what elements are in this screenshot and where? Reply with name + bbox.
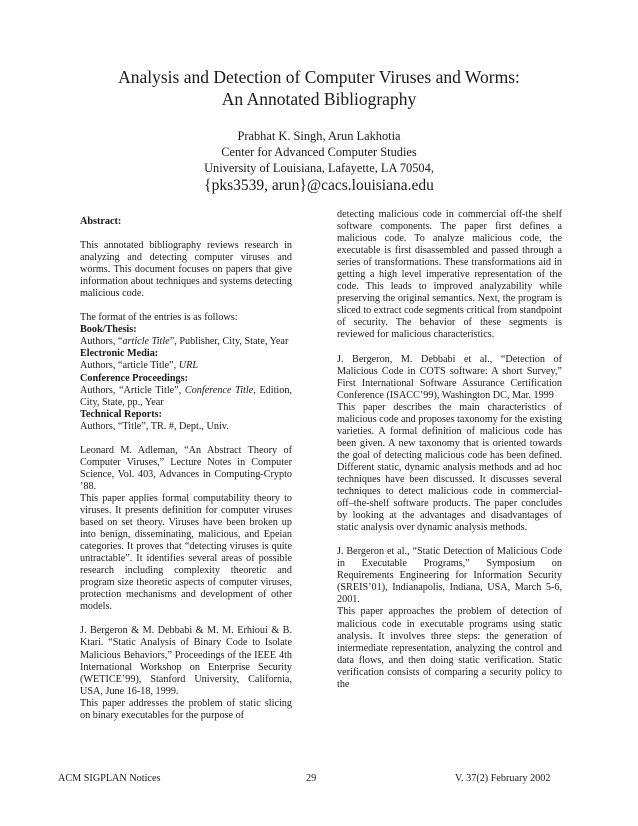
author-email: {pks3539, arun}@cacs.louisiana.edu bbox=[204, 177, 434, 194]
format-label-electronic: Electronic Media: bbox=[80, 348, 159, 360]
format-label-technical: Technical Reports: bbox=[80, 408, 162, 420]
entry-cots-summary: This paper describes the main characteristics of malicious code and proposes taxonomy for the existing varieties. A formal definition of malicious code has been given. A new taxonomy that is oriented towards the goal of detecting malicious code has been defined. Different static, dynamic analysis methods and ad hoc techniques have been discussed. It discusses several techniques to detect malicious code in commercial-off–the-shelf software products. The paper concludes by looking at the advantages and disadvantages of static analysis over dynamic analysis methods. bbox=[337, 401, 562, 534]
author-affiliation: Center for Advanced Computer Studies bbox=[221, 145, 417, 159]
title-line-1: Analysis and Detection of Computer Viruses and Worms: bbox=[118, 67, 520, 87]
paper-title bbox=[0, 66, 638, 110]
title-line-2: An Annotated Bibliography bbox=[221, 89, 417, 109]
format-desc-conference: Authors, “Article Title”, Conference Title, Edition, City, State, pp., Year bbox=[80, 384, 292, 408]
entry-executable-summary: This paper approaches the problem of detection of malicious code in executable programs using static analysis. It involves three steps: the generation of intermediate representation, analyzing the control and data flows, and then doing static verification. Static verification consists of comparing a security policy to the bbox=[337, 606, 562, 690]
entry-adleman-citation: Leonard M. Adleman, “An Abstract Theory of Computer Viruses,” Lecture Notes in Computer Science, Vol. 403, Advances in Computing-Crypto ’88. bbox=[80, 444, 292, 492]
entry-bergeron-static-citation: J. Bergeron & M. Debbabi & M. M. Erhioui & B. Ktari. “Static Analysis of Binary Code to Isolate Malicious Behaviors,” Proceedings of the IEEE 4th International Workshop on Enterprise Security (WETICE’99), Stanford University, California, USA, June 16-18, 1999. bbox=[80, 625, 292, 697]
format-desc-electronic: Authors, “article Title”, URL bbox=[80, 360, 198, 372]
author-university: University of Louisiana, Lafayette, LA 70504, bbox=[204, 161, 434, 175]
entry-bergeron-static-summary: This paper addresses the problem of static slicing on binary executables for the purpose of bbox=[80, 697, 292, 721]
format-desc-technical: Authors, “Title”, TR. #, Dept., Univ. bbox=[80, 420, 229, 432]
entry-adleman-summary: This paper applies formal computability theory to viruses. It presents definition for computer viruses based on set theory. Viruses have been broken up into benign, disseminating, malicious, and Epeian categories. It proves that “detecting viruses is quite untractable”. It identifies several areas of possible research including complexity theoretic and program size theoretic aspects of computer viruses, protection mechanisms and development of other models. bbox=[80, 492, 292, 613]
author-block bbox=[0, 128, 638, 176]
format-intro: The format of the entries is as follows: bbox=[80, 312, 238, 324]
abstract-heading: Abstract: bbox=[80, 216, 122, 227]
entry-cots-citation: J. Bergeron, M. Debbabi et al., “Detection of Malicious Code in COTS software: A short Survey,” First International Software Assurance Certification Conference (ISACC’99), Washington DC, Mar. 1999 bbox=[337, 353, 562, 401]
entry-executable-citation: J. Bergeron et al., “Static Detection of Malicious Code in Executable Programs,” Symposium on Requirements Engineering for Information Security (SREIS’01), Indianapolis, Indiana, USA, March 5-6, 2001. bbox=[337, 546, 562, 606]
format-label-book: Book/Thesis: bbox=[80, 324, 137, 336]
author-names: Prabhat K. Singh, Arun Lakhotia bbox=[237, 129, 401, 143]
format-label-conference: Conference Proceedings: bbox=[80, 372, 188, 384]
left-column bbox=[80, 206, 292, 722]
entry-bergeron-static-continuation: detecting malicious code in commercial off-the shelf software components. The paper first defines a malicious code. To analyze malicious code, the executable is first disassembled and passed through a series of transformations. These transformations aid in getting a high level imperative representation of the code. This leads to improved analyzability while preserving the original semantics. Next, the program is sliced to extract code segments critical from standpoint of security. The behavior of these segments is reviewed for malicious characteristics. bbox=[337, 209, 562, 341]
footer-page-number: 29 bbox=[306, 773, 317, 784]
footer-journal: ACM SIGPLAN Notices bbox=[58, 773, 161, 784]
abstract-text: This annotated bibliography reviews research in analyzing and detecting computer viruses and worms. This document focuses on papers that give information about techniques and systems detecting malicious code. bbox=[80, 240, 292, 300]
format-desc-book: Authors, “article Title”, Publisher, City, State, Year bbox=[80, 336, 289, 348]
right-column bbox=[337, 209, 562, 691]
footer-volume: V. 37(2) February 2002 bbox=[455, 773, 551, 784]
